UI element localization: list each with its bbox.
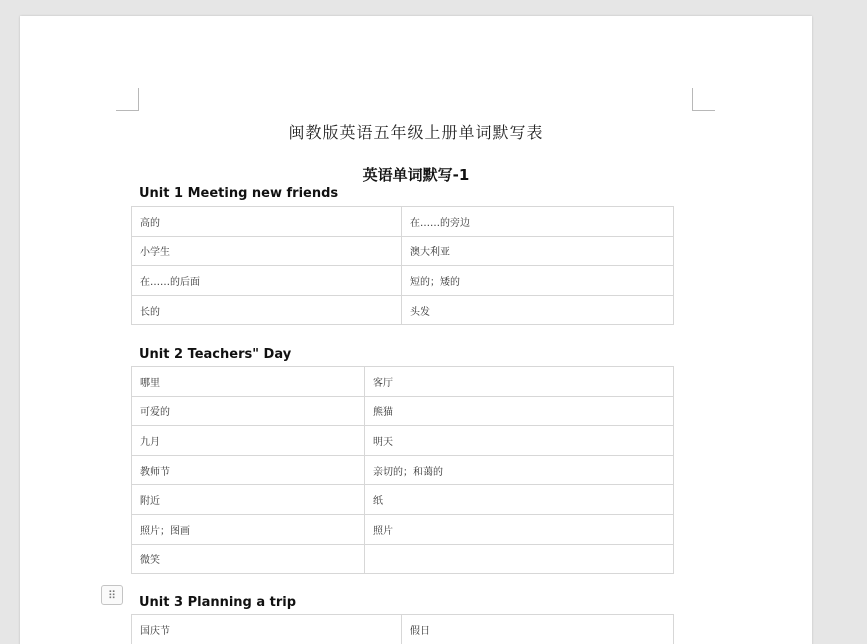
document-title[interactable]: 闽教版英语五年级上册单词默写表 [288, 123, 544, 142]
table-cell[interactable]: 澳大利亚 [402, 236, 674, 266]
table-row [132, 544, 674, 574]
unit-2-table [131, 366, 674, 574]
table-cell[interactable] [365, 544, 674, 574]
table-cell[interactable]: 明天 [365, 426, 674, 456]
table-cell[interactable]: 小学生 [132, 236, 402, 266]
table-cell[interactable]: 长的 [132, 295, 402, 325]
table-cell[interactable]: 熊猫 [365, 396, 674, 426]
margin-corner-top-right [692, 88, 715, 111]
table-cell[interactable]: 头发 [402, 295, 674, 325]
table-move-handle[interactable] [101, 585, 123, 605]
table-cell[interactable]: 客厅 [365, 367, 674, 397]
table-row [132, 266, 674, 296]
drag-handle-icon: ⠿ [107, 589, 117, 602]
table-row [132, 367, 674, 397]
unit-1-table [131, 206, 674, 325]
unit-3-heading[interactable]: Unit 3 Planning a trip [139, 595, 297, 610]
table-cell[interactable]: 附近 [132, 485, 365, 515]
table-cell[interactable]: 可爱的 [132, 396, 365, 426]
table-cell[interactable]: 高的 [132, 207, 402, 237]
table-cell[interactable]: 九月 [132, 426, 365, 456]
unit-2-heading[interactable]: Unit 2 Teachers" Day [139, 347, 292, 362]
table-cell[interactable]: 短的；矮的 [402, 266, 674, 296]
table-cell[interactable]: 微笑 [132, 544, 365, 574]
table-cell[interactable]: 假日 [402, 615, 674, 644]
table-row [132, 485, 674, 515]
unit-3-table [131, 614, 674, 644]
table-row [132, 426, 674, 456]
table-cell[interactable]: 亲切的；和蔼的 [365, 455, 674, 485]
table-cell[interactable]: 照片 [365, 514, 674, 544]
document-page[interactable] [20, 16, 812, 644]
table-row [132, 455, 674, 485]
table-cell[interactable]: 国庆节 [132, 615, 402, 644]
table-row [132, 396, 674, 426]
table-row [132, 236, 674, 266]
unit-1-heading[interactable]: Unit 1 Meeting new friends [139, 186, 339, 201]
table-cell[interactable]: 哪里 [132, 367, 365, 397]
table-row [132, 514, 674, 544]
table-row [132, 207, 674, 237]
margin-corner-top-left [116, 88, 139, 111]
document-subtitle[interactable]: 英语单词默写-1 [362, 166, 470, 184]
table-row [132, 615, 674, 644]
table-cell[interactable]: 纸 [365, 485, 674, 515]
table-cell[interactable]: 照片；图画 [132, 514, 365, 544]
table-cell[interactable]: 在……的后面 [132, 266, 402, 296]
table-cell[interactable]: 在……的旁边 [402, 207, 674, 237]
table-cell[interactable]: 教师节 [132, 455, 365, 485]
table-row [132, 295, 674, 325]
